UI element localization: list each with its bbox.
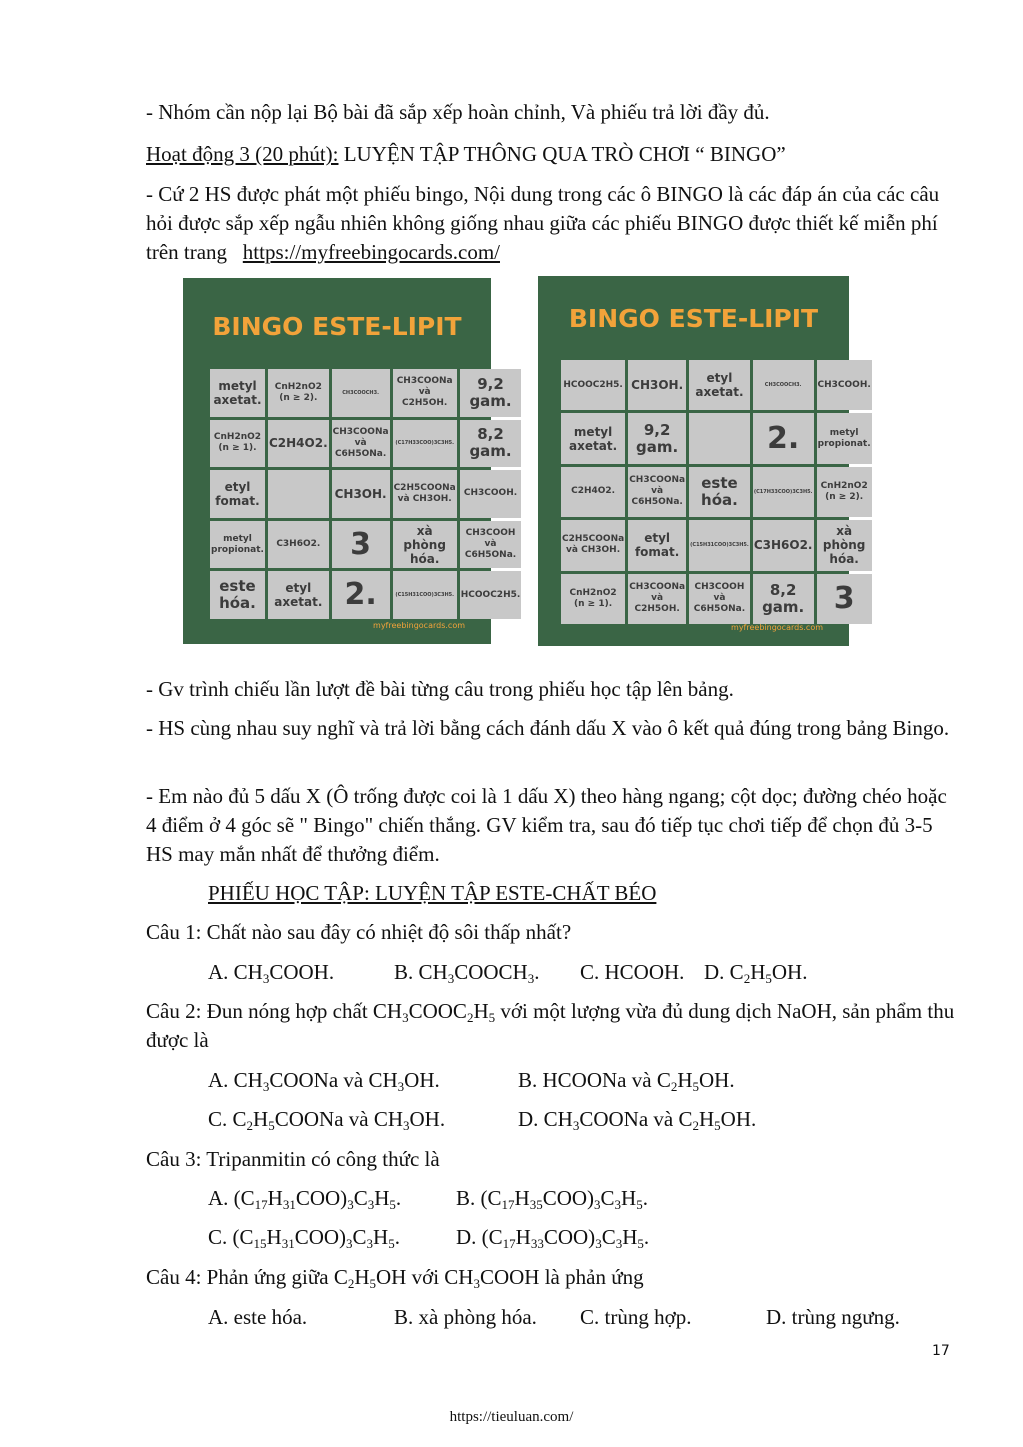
bingo-instruction-text: - Cứ 2 HS được phát một phiếu bingo, Nội dung trong các ô BINGO là các đáp án của các câu hỏi được sắp xếp ngẫu nhiên không giống nhau giữa các phiếu BINGO được thiết kế miễn phí trên trang xyxy=(146,182,940,264)
bingo-cell[interactable]: este hóa. xyxy=(210,571,265,619)
question-2-options-row2 xyxy=(208,1105,908,1134)
option-b: B. $(C_{17}H_{35}COO)_3C_3H_5$. xyxy=(456,1186,648,1212)
bingo-cell[interactable]: (C15H31COO)3C3H5. xyxy=(689,520,750,570)
instruction-submit: - Nhóm cần nộp lại Bộ bài đã sắp xếp hoàn chỉnh, Và phiếu trả lời đầy đủ. xyxy=(146,100,770,124)
bingo-cell[interactable]: 3 xyxy=(332,521,390,569)
option-d: D. $CH_3COONa$ và $C_2H_5OH$. xyxy=(518,1107,757,1133)
bingo-cell[interactable]: CH3COONa và C6H5ONa. xyxy=(628,467,686,517)
activity-label: Hoạt động 3 (20 phút): xyxy=(146,142,339,166)
bingo-card-2 xyxy=(538,276,871,646)
option-a: A. $CH_3COOH$. xyxy=(208,960,335,986)
bingo-cell[interactable]: C2H5COONa và CH3OH. xyxy=(561,520,625,570)
bingo-cell[interactable]: C2H5COONa và CH3OH. xyxy=(393,470,457,518)
option-c: C. trùng hợp. xyxy=(580,1305,692,1329)
option-d: D. $(C_{17}H_{33}COO)_3C_3H_5$. xyxy=(456,1225,650,1251)
bingo-cell[interactable]: metyl propionat. xyxy=(210,521,265,569)
bingo-cell[interactable]: C3H6O2. xyxy=(268,521,329,569)
bingo-grid xyxy=(210,369,521,619)
bingo-cell[interactable]: 8,2 gam. xyxy=(460,420,522,468)
activity-title: LUYỆN TẬP THÔNG QUA TRÒ CHƠI “ BINGO” xyxy=(343,142,786,166)
bingo-cell[interactable]: etyl fomat. xyxy=(628,520,686,570)
bingo-cell[interactable]: 8,2 gam. xyxy=(753,574,814,624)
question-3: Câu 3: Tripanmitin có công thức là xyxy=(146,1147,440,1171)
bingo-cell[interactable]: metyl axetat. xyxy=(561,413,625,463)
option-d: D. $C_2H_5OH$. xyxy=(704,960,808,986)
question-2-options-row1 xyxy=(208,1066,908,1095)
bingo-cell[interactable]: 9,2 gam. xyxy=(460,369,522,417)
bingo-cell[interactable]: CH3COOCH3. xyxy=(753,360,814,410)
bingo-cell[interactable]: CH3COOCH3. xyxy=(332,369,390,417)
bingo-cell[interactable]: C3H6O2. xyxy=(753,520,814,570)
bingo-cell[interactable]: (C15H31COO)3C3H5. xyxy=(393,571,457,619)
bingo-free-cell[interactable] xyxy=(689,413,750,463)
bingo-grid xyxy=(561,360,871,624)
bingo-cell[interactable]: CH3COOH và C6H5ONa. xyxy=(689,574,750,624)
option-c: C. HCOOH. xyxy=(580,960,685,984)
bingo-site-link[interactable]: https://myfreebingocards.com/ xyxy=(242,240,500,264)
bingo-card-title: BINGO ESTE-LIPIT xyxy=(568,304,819,333)
teacher-instruction: - Gv trình chiếu lần lượt đề bài từng câu trong phiếu học tập lên bảng. xyxy=(146,677,734,701)
option-d: D. trùng ngưng. xyxy=(766,1305,900,1329)
bingo-cell[interactable]: etyl axetat. xyxy=(689,360,750,410)
bingo-cell[interactable]: metyl propionat. xyxy=(817,413,872,463)
bingo-cell[interactable]: CH3COOH và C6H5ONa. xyxy=(460,521,522,569)
question-3-options-row2 xyxy=(208,1223,908,1252)
option-a: A. este hóa. xyxy=(208,1305,308,1329)
option-c: C. $(C_{15}H_{31}COO)_3C_3H_5$. xyxy=(208,1225,400,1251)
bingo-card-1 xyxy=(183,278,521,644)
bingo-cell[interactable]: C2H4O2. xyxy=(268,420,329,468)
question-2: Câu 2: Đun nóng hợp chất $CH_3COOC_2H_5$ với một lượng vừa đủ dung dịch NaOH, sản phẩm thu được là xyxy=(146,999,955,1052)
bingo-cell[interactable]: xà phòng hóa. xyxy=(817,520,872,570)
option-b: B. xà phòng hóa. xyxy=(394,1305,537,1329)
bingo-instruction xyxy=(146,180,961,267)
question-3-options-row1 xyxy=(208,1184,908,1213)
bingo-cell[interactable]: CH3COOH. xyxy=(460,470,522,518)
bingo-cell[interactable]: HCOOC2H5. xyxy=(460,571,522,619)
footer-url: https://tieuluan.com/ xyxy=(449,1409,574,1425)
question-1-options xyxy=(208,958,908,987)
winning-rule: - Em nào đủ 5 dấu X (Ô trống được coi là 1 dấu X) theo hàng ngang; cột dọc; đường chéo hoặc 4 điểm ở 4 góc sẽ " Bingo" chiến thắng. GV kiểm tra, sau đó tiếp tục chơi tiếp để chọn đủ 3-5 HS may mắn nhất để thưởng điểm. xyxy=(146,784,947,866)
bingo-cell[interactable]: (C17H33COO)3C3H5. xyxy=(753,467,814,517)
bingo-card-title: BINGO ESTE-LIPIT xyxy=(212,312,462,341)
bingo-cell[interactable]: CnH2nO2 (n ≥ 1). xyxy=(561,574,625,624)
option-b: B. HCOONa và $C_2H_5OH$. xyxy=(518,1068,735,1094)
bingo-cell[interactable]: HCOOC2H5. xyxy=(561,360,625,410)
bingo-free-cell[interactable] xyxy=(268,470,329,518)
bingo-cell[interactable]: 9,2 gam. xyxy=(628,413,686,463)
bingo-cell[interactable]: (C17H33COO)3C3H5. xyxy=(393,420,457,468)
bingo-cell[interactable]: 2. xyxy=(753,413,814,463)
page-number: 17 xyxy=(932,1343,950,1359)
bingo-cell[interactable]: xà phòng hóa. xyxy=(393,521,457,569)
bingo-cell[interactable]: CH3COONa và C6H5ONa. xyxy=(332,420,390,468)
question-1: Câu 1: Chất nào sau đây có nhiệt độ sôi thấp nhất? xyxy=(146,920,572,944)
bingo-cell[interactable]: C2H4O2. xyxy=(561,467,625,517)
option-c: C. $C_2H_5COONa$ và $CH_3OH$. xyxy=(208,1107,446,1133)
bingo-cell[interactable]: etyl fomat. xyxy=(210,470,265,518)
bingo-cell[interactable]: CH3COONa và C2H5OH. xyxy=(393,369,457,417)
bingo-cell[interactable]: CnH2nO2 (n ≥ 1). xyxy=(210,420,265,468)
bingo-cell[interactable]: 2. xyxy=(332,571,390,619)
bingo-cell[interactable]: CH3COONa và C2H5OH. xyxy=(628,574,686,624)
bingo-cell[interactable]: este hóa. xyxy=(689,467,750,517)
bingo-card-footer: myfreebingocards.com xyxy=(731,623,823,632)
worksheet-title: PHIẾU HỌC TẬP: LUYỆN TẬP ESTE-CHẤT BÉO xyxy=(208,881,657,905)
bingo-card-footer: myfreebingocards.com xyxy=(373,621,465,630)
bingo-cell[interactable]: CH3OH. xyxy=(332,470,390,518)
option-a: A. $CH_3COONa$ và $CH_3OH$. xyxy=(208,1068,440,1094)
bingo-cell[interactable]: 3 xyxy=(817,574,872,624)
bingo-cell[interactable]: CH3COOH. xyxy=(817,360,872,410)
bingo-cell[interactable]: etyl axetat. xyxy=(268,571,329,619)
option-b: B. $CH_3COOCH_3$. xyxy=(394,960,540,986)
bingo-cell[interactable]: CnH2nO2 (n ≥ 2). xyxy=(268,369,329,417)
student-instruction: - HS cùng nhau suy nghĩ và trả lời bằng cách đánh dấu X vào ô kết quả đúng trong bảng Bingo. xyxy=(146,716,950,740)
activity-heading xyxy=(146,140,961,169)
bingo-cell[interactable]: CnH2nO2 (n ≥ 2). xyxy=(817,467,872,517)
option-a: A. $(C_{17}H_{31}COO)_3C_3H_5$. xyxy=(208,1186,402,1212)
question-4: Câu 4: Phản ứng giữa $C_2H_5OH$ với $CH_3COOH$ là phản ứng xyxy=(146,1265,644,1291)
question-4-options xyxy=(208,1303,928,1332)
bingo-cell[interactable]: metyl axetat. xyxy=(210,369,265,417)
bingo-cell[interactable]: CH3OH. xyxy=(628,360,686,410)
